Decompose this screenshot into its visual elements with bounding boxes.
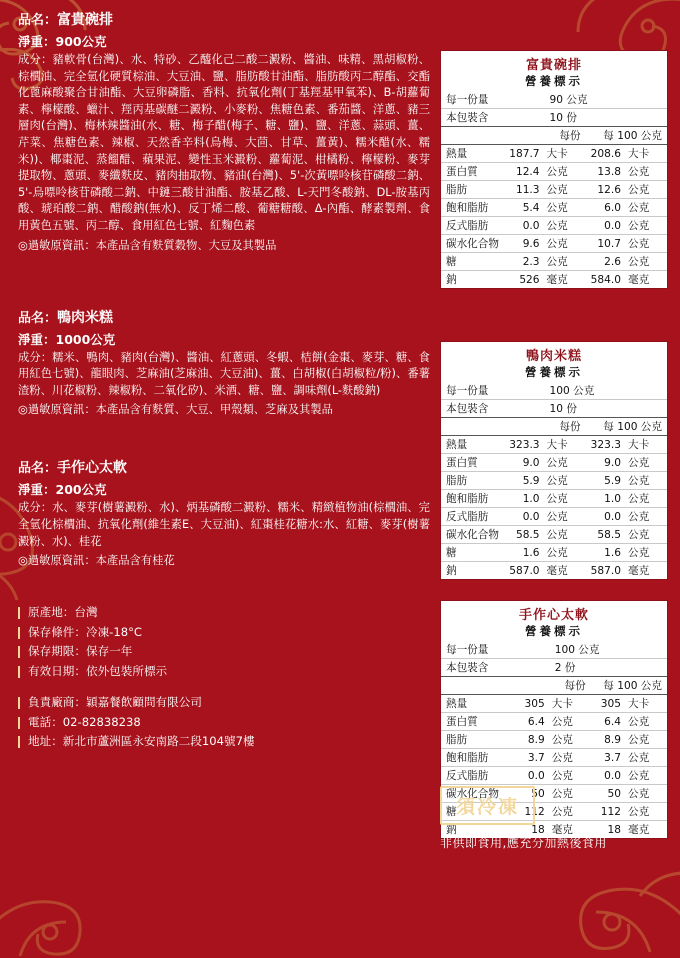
row-u1: 公克	[545, 253, 586, 271]
row-u2: 大卡	[628, 438, 650, 451]
serving-label-2: 每一份量	[446, 384, 489, 397]
row-u2: 毫克	[626, 271, 667, 289]
row-u1: 毫克	[550, 821, 591, 839]
table-row	[441, 145, 667, 163]
row-v2: 1.6	[586, 544, 626, 562]
row-u1: 大卡	[551, 697, 573, 710]
row-u1: 公克	[550, 803, 591, 821]
row-v2: 305	[600, 697, 621, 710]
product-2-weight-row	[18, 330, 430, 349]
company-label: 負責廠商：	[28, 695, 86, 710]
table-row	[441, 767, 667, 785]
row-u2: 公克	[626, 163, 667, 181]
storage-value: 冷凍-18°C	[85, 624, 143, 639]
cloud-swirl-decoration-bottom-left	[0, 828, 150, 958]
product-1-weight-row	[18, 32, 430, 51]
shelf-life-label: 保存期限：	[28, 644, 86, 659]
row-u1: 公克	[545, 217, 586, 235]
package-label-1: 本包裝含	[441, 109, 545, 127]
table-row	[441, 109, 667, 127]
row-u1: 公克	[550, 749, 591, 767]
package-label-3: 本包裝含	[441, 659, 550, 677]
row-u1: 公克	[545, 199, 586, 217]
package-value-1: 10 份	[545, 109, 667, 127]
col-blank-3	[441, 677, 514, 695]
row-u1: 毫克	[545, 562, 586, 580]
row-label: 糖	[441, 803, 514, 821]
table-header-row	[441, 418, 667, 436]
left-text-column	[18, 10, 430, 752]
row-label: 飽和脂肪	[441, 749, 514, 767]
product-2-allergen-row	[18, 401, 430, 418]
product-block-3	[18, 458, 430, 569]
table-row	[441, 562, 667, 580]
product-2-ingredients: 糯米、鴨肉、豬肉(台灣)、醬油、紅蔥頭、冬蝦、桔餅(金棗、麥芽、糖、食用紅色七號)、龍眼肉、芝麻油(芝麻油、大豆油)、薑、白胡椒(白胡椒粒/粉)、番薯渣粉、川花椒粉、辣椒粉、二氧化矽)、米酒、糖、鹽、調味劑(L-麩酸鈉)	[18, 350, 430, 397]
row-v1: 3.7	[514, 749, 549, 767]
row-label: 反式脂肪	[441, 767, 514, 785]
serving-value-2: 100 公克	[549, 384, 595, 397]
table-row	[441, 713, 667, 731]
row-u2: 公克	[626, 713, 667, 731]
row-v2: 13.8	[586, 163, 626, 181]
row-v2: 6.0	[586, 199, 626, 217]
row-label: 碳水化合物	[441, 785, 514, 803]
product-block-1	[18, 10, 430, 254]
row-u1: 公克	[545, 544, 586, 562]
row-u1: 大卡	[546, 147, 568, 160]
col-per-100g-3: 每 100 公克	[591, 677, 667, 695]
row-v1: 11.3	[504, 181, 544, 199]
nutrition-tables-column	[440, 50, 668, 853]
row-u2: 毫克	[626, 821, 667, 839]
row-v2: 8.9	[591, 731, 626, 749]
shelf-life-value: 保存一年	[85, 644, 133, 659]
row-v1: 305	[524, 697, 545, 710]
row-v1: 112	[514, 803, 549, 821]
serving-value-1: 90 公克	[549, 93, 588, 106]
row-v1: 5.4	[504, 199, 544, 217]
nutrition-table-2-grid	[441, 382, 667, 579]
row-u2: 公克	[626, 253, 667, 271]
frozen-notice-block	[440, 786, 668, 851]
product-name-label: 品名：	[18, 13, 58, 28]
col-per-100g-1: 每 100 公克	[586, 127, 667, 145]
row-u1: 公克	[545, 163, 586, 181]
expiry-value: 依外包裝所標示	[85, 663, 168, 678]
row-v2: 12.6	[586, 181, 626, 199]
row-u1: 公克	[545, 526, 586, 544]
row-u2: 公克	[626, 767, 667, 785]
row-label: 碳水化合物	[441, 526, 504, 544]
product-info-block	[18, 603, 430, 752]
net-weight-label: 淨重：	[18, 34, 56, 49]
table-row	[441, 526, 667, 544]
row-label: 鈉	[441, 562, 504, 580]
row-v2: 18	[591, 821, 626, 839]
nutrition-table-3-title: 手作心太軟	[518, 608, 589, 623]
row-v2: 5.9	[586, 472, 626, 490]
nutrition-table-2-subtitle: 營養標示	[525, 365, 583, 379]
row-label: 鈉	[441, 821, 514, 839]
table-row	[441, 490, 667, 508]
row-v2: 9.0	[586, 454, 626, 472]
row-v2: 0.0	[586, 508, 626, 526]
product-3-ingredients-row	[18, 500, 430, 550]
product-2-name: 鴨肉米糕	[57, 309, 114, 326]
net-weight-label-2: 淨重：	[18, 331, 56, 347]
row-u2: 公克	[626, 490, 667, 508]
table-row	[441, 181, 667, 199]
spacer-tables-1	[440, 303, 668, 341]
allergen-label-3: ◎過敏原資訊：	[18, 554, 96, 568]
row-v2: 208.6	[590, 147, 621, 160]
row-u2: 公克	[626, 749, 667, 767]
col-per-serving-1: 每份	[504, 127, 585, 145]
row-u1: 公克	[545, 235, 586, 253]
origin-line	[18, 603, 430, 623]
row-v1: 12.4	[504, 163, 544, 181]
product-2-ingredients-row	[18, 350, 430, 400]
nutrition-table-1-title: 富貴碗排	[525, 58, 582, 73]
frozen-note: 非供即食用,應充分加熱後食用	[440, 836, 607, 850]
package-label-2: 本包裝含	[441, 400, 545, 418]
table-row	[441, 659, 667, 677]
table-row	[441, 695, 667, 713]
storage-line	[18, 623, 430, 643]
serving-value-3: 100 公克	[554, 643, 600, 656]
row-label: 鈉	[441, 271, 504, 289]
row-v2: 50	[591, 785, 626, 803]
row-v1: 8.9	[514, 731, 549, 749]
serving-label-1: 每一份量	[446, 93, 489, 106]
address-line	[18, 732, 430, 752]
row-label: 蛋白質	[441, 163, 504, 181]
row-v1: 323.3	[509, 438, 540, 451]
row-u1: 公克	[550, 731, 591, 749]
company-value: 穎嘉餐飲顧問有限公司	[85, 695, 202, 710]
col-per-100g-2: 每 100 公克	[586, 418, 667, 436]
row-u1: 公克	[550, 785, 591, 803]
col-blank-2	[441, 418, 504, 436]
row-label: 飽和脂肪	[441, 199, 504, 217]
row-v2: 58.5	[586, 526, 626, 544]
table-row	[441, 731, 667, 749]
row-v1: 0.0	[504, 508, 544, 526]
spacer-3	[18, 569, 430, 599]
table-row	[441, 271, 667, 289]
row-v2: 3.7	[591, 749, 626, 767]
table-row	[441, 641, 667, 659]
allergen-label: ◎過敏原資訊：	[18, 238, 96, 252]
product-3-name-row	[18, 458, 430, 479]
row-v1: 0.0	[504, 217, 544, 235]
row-v1: 187.7	[509, 147, 540, 160]
row-u2: 大卡	[628, 697, 650, 710]
ingredients-label-3: 成分：	[18, 501, 53, 515]
table-header-row	[441, 677, 667, 695]
package-value-3: 2 份	[550, 659, 667, 677]
expiry-line	[18, 662, 430, 682]
product-1-name-row	[18, 10, 430, 31]
product-block-2	[18, 308, 430, 419]
shelf-life-line	[18, 642, 430, 662]
row-v1: 6.4	[514, 713, 549, 731]
origin-label: 原產地：	[28, 605, 75, 620]
nutrition-table-2-title: 鴨肉米糕	[525, 349, 582, 364]
table-row	[441, 472, 667, 490]
table-row	[441, 749, 667, 767]
row-v1: 18	[514, 821, 549, 839]
row-u1: 公克	[550, 713, 591, 731]
storage-label: 保存條件：	[28, 624, 86, 639]
product-3-weight: 200公克	[55, 482, 107, 498]
row-label: 脂肪	[441, 472, 504, 490]
product-1-ingredients-row	[18, 52, 430, 235]
row-v2: 10.7	[586, 235, 626, 253]
row-label: 蛋白質	[441, 454, 504, 472]
row-u2: 公克	[626, 731, 667, 749]
table-header-row	[441, 127, 667, 145]
row-v2: 0.0	[591, 767, 626, 785]
table-row	[441, 163, 667, 181]
row-label: 熱量	[446, 147, 468, 160]
phone-label: 電話：	[28, 714, 63, 729]
row-v1: 1.0	[504, 490, 544, 508]
product-3-allergen: 本產品含有桂花	[95, 554, 175, 568]
table-row	[441, 400, 667, 418]
product-3-name: 手作心太軟	[57, 460, 128, 477]
row-v2: 323.3	[590, 438, 621, 451]
phone-line[interactable]	[18, 713, 430, 733]
company-line	[18, 693, 430, 713]
product-1-ingredients: 豬軟骨(台灣)、水、特砂、乙醯化己二酸二澱粉、醬油、味精、黑胡椒粉、棕櫚油、完全氫化硬質棕油、大豆油、鹽、脂肪酸甘油酯、脂肪酸丙二醇酯、交酯化蓖麻酸聚合甘油酯、大豆卵磷脂、香料、抗氧化劑(丁基羥基甲氧苯)、B-胡蘿蔔素、檸檬酸、蠟汁、羥丙基碳醚二澱粉、小麥粉、焦糖色素、番茄醬、洋蔥、豬三層肉(台灣)、梅林辣醬油(水、糖、梅子醋(梅子、糖、鹽)、鹽、洋蔥、蒜頭、薑、芹菜、焦糖色素、辣椒、天然香辛料(烏梅、大茴、甘草、薑黃)、糯米醋(水、糯米))、椰棗泥、蒸餾醋、蘋果泥、變性玉米澱粉、蘿蔔泥、柑橘粉、檸檬粉、麥芽提取物、蔥頭、麥纖麩皮、豬肉抽取物、豬油(台灣)、5'-次黃嘌呤核苷磷酸二鈉、5'-烏嘌呤核苷磷酸二鈉、中鏈三酸甘油酯、胺基乙酸、L-天門冬酸鈉、DL-胺基丙酸、琥珀酸二鈉、醋酸鈉(無水)、反丁烯二酸、葡糖糖酸、Δ-內酯、酵素製劑、食用黃色五號、丙二醇、食用紅色七號、紅麴色素	[18, 53, 430, 232]
row-v1: 587.0	[504, 562, 544, 580]
row-u2: 公克	[626, 526, 667, 544]
serving-label-3: 每一份量	[446, 643, 489, 656]
ingredients-label: 成分：	[18, 53, 53, 66]
row-v2: 587.0	[586, 562, 626, 580]
col-per-serving-3: 每份	[514, 677, 590, 695]
row-v2: 112	[591, 803, 626, 821]
col-per-serving-2: 每份	[504, 418, 585, 436]
product-1-name: 富貴碗排	[57, 12, 114, 28]
row-u2: 公克	[626, 472, 667, 490]
row-label: 脂肪	[441, 181, 504, 199]
row-v1: 9.6	[504, 235, 544, 253]
row-u2: 公克	[626, 217, 667, 235]
product-3-weight-row	[18, 480, 430, 499]
row-v2: 2.6	[586, 253, 626, 271]
table-row	[441, 508, 667, 526]
row-v2: 584.0	[586, 271, 626, 289]
row-label: 飽和脂肪	[441, 490, 504, 508]
product-2-weight: 1000公克	[55, 331, 116, 347]
table-row	[441, 235, 667, 253]
nutrition-table-1-grid	[441, 91, 667, 288]
row-u1: 大卡	[546, 438, 568, 451]
row-u2: 公克	[626, 454, 667, 472]
row-v1: 58.5	[504, 526, 544, 544]
package-value-2: 10 份	[545, 400, 667, 418]
row-v2: 0.0	[586, 217, 626, 235]
spacer-4	[18, 681, 430, 693]
row-u2: 公克	[626, 785, 667, 803]
origin-value: 台灣	[74, 605, 98, 620]
row-u1: 公克	[545, 508, 586, 526]
expiry-label: 有效日期：	[28, 663, 86, 678]
product-1-allergen-row	[18, 237, 430, 254]
row-label: 脂肪	[441, 731, 514, 749]
row-label: 反式脂肪	[441, 508, 504, 526]
row-u2: 公克	[626, 235, 667, 253]
table-row	[441, 382, 667, 400]
nutrition-table-1	[440, 50, 668, 289]
product-3-ingredients: 水、麥芽(樹薯澱粉、水)、炳基磷酸二澱粉、糯米、精緻植物油(棕櫚油、完全氫化棕櫚油、抗氧化劑(維生素E、大豆油)、紅棗桂花糖水:水、紅糖、麥芽(樹薯澱粉、水)、桂花	[18, 501, 430, 548]
row-u1: 公克	[550, 767, 591, 785]
row-u2: 毫克	[626, 562, 667, 580]
net-weight-label-3: 淨重：	[18, 482, 56, 498]
row-u2: 公克	[626, 199, 667, 217]
row-label: 熱量	[446, 438, 468, 451]
row-v1: 526	[504, 271, 544, 289]
row-label: 蛋白質	[441, 713, 514, 731]
row-u1: 公克	[545, 454, 586, 472]
product-name-label-3: 品名：	[18, 461, 58, 477]
row-v1: 5.9	[504, 472, 544, 490]
ingredients-label-2: 成分：	[18, 350, 53, 364]
row-u2: 公克	[626, 181, 667, 199]
row-u2: 公克	[626, 508, 667, 526]
address-label: 地址：	[28, 734, 63, 749]
row-v1: 2.3	[504, 253, 544, 271]
table-row	[441, 436, 667, 454]
row-label: 糖	[441, 544, 504, 562]
table-row	[441, 199, 667, 217]
table-row	[441, 91, 667, 109]
row-label: 糖	[441, 253, 504, 271]
table-row	[441, 454, 667, 472]
spacer-2	[18, 418, 430, 458]
row-u1: 公克	[545, 490, 586, 508]
row-label: 反式脂肪	[441, 217, 504, 235]
product-3-allergen-row	[18, 552, 430, 569]
frozen-badge: 須冷凍	[440, 786, 535, 825]
col-blank-1	[441, 127, 504, 145]
row-label: 熱量	[446, 697, 468, 710]
product-2-allergen: 本產品含有麩質、大豆、甲殼類、芝麻及其製品	[95, 403, 333, 417]
product-2-name-row	[18, 308, 430, 329]
row-v1: 9.0	[504, 454, 544, 472]
row-v2: 6.4	[591, 713, 626, 731]
row-u2: 公克	[626, 803, 667, 821]
table-row	[441, 217, 667, 235]
row-u1: 毫克	[545, 271, 586, 289]
row-u1: 公克	[545, 472, 586, 490]
row-v2: 1.0	[586, 490, 626, 508]
row-u2: 大卡	[628, 147, 650, 160]
nutrition-table-1-subtitle: 營養標示	[525, 74, 583, 88]
row-v1: 1.6	[504, 544, 544, 562]
nutrition-table-2	[440, 341, 668, 580]
row-u2: 公克	[626, 544, 667, 562]
row-v1: 50	[514, 785, 549, 803]
address-value: 新北市蘆洲區永安南路二段104號7樓	[62, 734, 255, 749]
product-name-label-2: 品名：	[18, 310, 58, 326]
phone-value[interactable]: 02-82838238	[62, 714, 141, 729]
table-row	[441, 544, 667, 562]
nutrition-table-3-subtitle: 營養標示	[525, 624, 583, 638]
row-v1: 0.0	[514, 767, 549, 785]
product-1-weight: 900公克	[55, 34, 107, 49]
spacer-1	[18, 254, 430, 308]
row-u1: 公克	[545, 181, 586, 199]
table-row	[441, 253, 667, 271]
row-label: 碳水化合物	[441, 235, 504, 253]
allergen-label-2: ◎過敏原資訊：	[18, 403, 96, 417]
product-1-allergen: 本產品含有麩質穀物、大豆及其製品	[95, 238, 277, 252]
